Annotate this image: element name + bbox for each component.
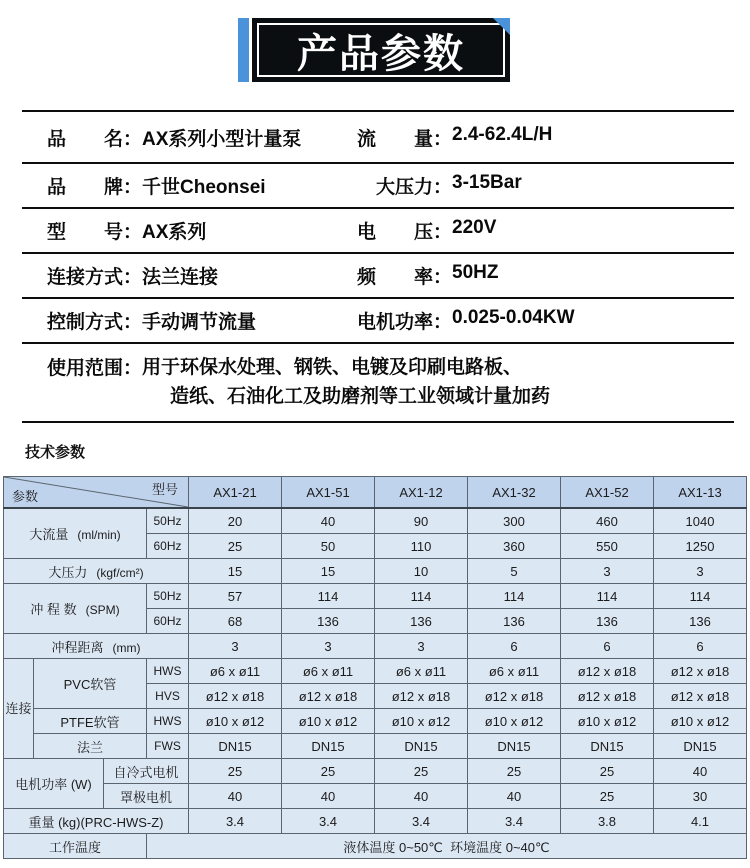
value-cell: ø6 x ø11: [189, 659, 282, 684]
value-cell: 40: [282, 508, 375, 534]
info-cell: [22, 353, 142, 380]
info-cell: [357, 307, 734, 334]
row-label-pressure: [4, 559, 189, 584]
weight-row: [4, 809, 747, 834]
connection-type-label: 法兰: [34, 734, 147, 759]
field-label: 品 名：: [47, 128, 143, 150]
info-row-brand-pressure: [22, 162, 734, 207]
value-cell: 40: [189, 784, 282, 809]
value-cell: 114: [654, 584, 747, 609]
usage-line: 造纸、石油化工及助磨剂等工业领域计量加药: [170, 386, 551, 407]
connection-group-label: 连接: [4, 659, 34, 759]
tech-params-table: [3, 476, 747, 859]
value-cell: ø6 x ø11: [468, 659, 561, 684]
value-cell: DN15: [282, 734, 375, 759]
value-cell: 3: [654, 559, 747, 584]
value-cell: 25: [561, 759, 654, 784]
info-row-connect-frequency: [22, 252, 734, 297]
row-label-motor-power: 电机功率 (W): [4, 759, 104, 809]
value-cell: ø10 x ø12: [375, 709, 468, 734]
value-cell: 6: [561, 634, 654, 659]
info-row-control-motorpower: [22, 297, 734, 342]
stroke-distance-row: [4, 634, 747, 659]
stroke-50hz-row: [4, 584, 747, 609]
value-cell: DN15: [561, 734, 654, 759]
value-cell: 4.1: [654, 809, 747, 834]
connection-type-label: PTFE软管: [34, 709, 147, 734]
corner-label-param: 参数: [12, 489, 39, 504]
field-label: 连接方式：: [47, 267, 143, 288]
value-cell: 3: [375, 634, 468, 659]
value-cell: 550: [561, 534, 654, 559]
value-cell: 136: [654, 609, 747, 634]
value-cell: ø10 x ø12: [654, 709, 747, 734]
code-label: HWS: [147, 659, 189, 684]
value-cell: ø12 x ø18: [468, 684, 561, 709]
info-cell: [22, 307, 357, 334]
model-column-header: AX1-21: [189, 477, 282, 509]
hz-label: 60Hz: [147, 534, 189, 559]
field-value: 千世Cheonsei: [142, 177, 266, 198]
value-cell: 3.4: [282, 809, 375, 834]
model-column-header: AX1-13: [654, 477, 747, 509]
field-label: 流 量：: [357, 128, 453, 150]
field-value: AX系列小型计量泵: [142, 128, 302, 150]
usage-line: 用于环保水处理、钢铁、电镀及印刷电路板、: [142, 357, 523, 378]
row-label: 冲 程 数: [30, 602, 77, 617]
value-cell: 25: [189, 759, 282, 784]
value-cell: 25: [561, 784, 654, 809]
field-label: 控制方式：: [47, 312, 143, 333]
hz-label: 60Hz: [147, 609, 189, 634]
info-cell: [357, 262, 734, 289]
corner-label-model: 型号: [151, 482, 178, 497]
row-unit: (ml/min): [77, 528, 121, 542]
page-title: 产品参数: [297, 31, 465, 76]
field-value: 50HZ: [452, 262, 499, 283]
value-cell: 136: [468, 609, 561, 634]
value-cell: ø12 x ø18: [654, 684, 747, 709]
info-row-usage: [22, 342, 734, 421]
field-value: 手动调节流量: [142, 312, 257, 333]
value-cell: 1250: [654, 534, 747, 559]
connection-pvc-hws-row: [4, 659, 747, 684]
info-cell: [357, 124, 734, 151]
value-cell: 3.4: [375, 809, 468, 834]
value-cell: 40: [654, 759, 747, 784]
value-cell: 25: [375, 759, 468, 784]
info-cell: [357, 172, 734, 199]
value-cell: 5: [468, 559, 561, 584]
info-cell: [22, 172, 357, 199]
table-header-row: [4, 477, 747, 509]
model-column-header: AX1-32: [468, 477, 561, 509]
value-cell: 110: [375, 534, 468, 559]
temperature-value: 液体温度 0~50℃ 环境温度 0~40℃: [147, 834, 747, 859]
info-cell: [357, 217, 734, 244]
title-frame: [257, 23, 505, 77]
tech-params-heading: 技术参数: [25, 444, 86, 461]
value-cell: 114: [561, 584, 654, 609]
value-cell: DN15: [468, 734, 561, 759]
value-cell: 50: [282, 534, 375, 559]
title-banner: [238, 18, 510, 82]
value-cell: 114: [375, 584, 468, 609]
value-cell: 136: [375, 609, 468, 634]
field-label: 大压力：: [357, 177, 453, 198]
row-label-weight: 重量 (kg)(PRC-HWS-Z): [4, 809, 189, 834]
row-label-flow: [4, 508, 147, 559]
value-cell: 6: [468, 634, 561, 659]
value-cell: 15: [189, 559, 282, 584]
flow-50hz-row: [4, 508, 747, 534]
hz-label: 50Hz: [147, 508, 189, 534]
header-corner-cell: [4, 477, 189, 509]
field-value: AX系列: [142, 222, 207, 243]
value-cell: 68: [189, 609, 282, 634]
value-cell: 6: [654, 634, 747, 659]
model-column-header: AX1-12: [375, 477, 468, 509]
value-cell: 300: [468, 508, 561, 534]
product-info-table: [22, 110, 734, 423]
value-cell: 114: [468, 584, 561, 609]
value-cell: 40: [282, 784, 375, 809]
value-cell: DN15: [375, 734, 468, 759]
motor-type-label: 自冷式电机: [104, 759, 189, 784]
motor-type-label: 罩极电机: [104, 784, 189, 809]
value-cell: 3: [561, 559, 654, 584]
value-cell: 136: [561, 609, 654, 634]
code-label: FWS: [147, 734, 189, 759]
model-column-header: AX1-51: [282, 477, 375, 509]
value-cell: ø12 x ø18: [561, 684, 654, 709]
field-label: 品 牌：: [47, 177, 143, 198]
field-value: 2.4-62.4L/H: [452, 123, 553, 145]
code-label: HVS: [147, 684, 189, 709]
value-cell: 114: [282, 584, 375, 609]
connection-ptfe-hws-row: [4, 709, 747, 734]
value-cell: ø10 x ø12: [468, 709, 561, 734]
title-box: [252, 18, 510, 82]
connection-type-label: PVC软管: [34, 659, 147, 709]
value-cell: ø6 x ø11: [282, 659, 375, 684]
code-label: HWS: [147, 709, 189, 734]
field-value: 220V: [452, 217, 497, 238]
value-cell: 136: [282, 609, 375, 634]
field-label: 电 压：: [357, 222, 453, 243]
value-cell: 25: [468, 759, 561, 784]
field-value: 0.025-0.04KW: [452, 307, 575, 328]
connection-flange-fws-row: [4, 734, 747, 759]
value-cell: ø12 x ø18: [561, 659, 654, 684]
row-label-stroke-distance: [4, 634, 189, 659]
row-unit: (mm): [112, 640, 141, 655]
info-cell: [22, 124, 357, 151]
value-cell: 25: [282, 759, 375, 784]
model-column-header: AX1-52: [561, 477, 654, 509]
value-cell: 40: [375, 784, 468, 809]
usage-text: [142, 353, 550, 411]
value-cell: 15: [282, 559, 375, 584]
value-cell: ø6 x ø11: [375, 659, 468, 684]
value-cell: ø12 x ø18: [654, 659, 747, 684]
value-cell: 460: [561, 508, 654, 534]
value-cell: 25: [189, 534, 282, 559]
value-cell: DN15: [189, 734, 282, 759]
field-label: 频 率：: [357, 267, 453, 288]
value-cell: ø10 x ø12: [561, 709, 654, 734]
value-cell: 3.4: [189, 809, 282, 834]
working-temperature-row: [4, 834, 747, 859]
row-label: 冲程距离: [51, 639, 104, 655]
field-value: 法兰连接: [142, 267, 219, 288]
info-row-model-voltage: [22, 207, 734, 252]
corner-fold-icon: [493, 18, 510, 35]
motor-shadedpole-row: [4, 784, 747, 809]
value-cell: 10: [375, 559, 468, 584]
value-cell: DN15: [654, 734, 747, 759]
row-label: 大压力: [48, 564, 88, 580]
info-cell: [22, 217, 357, 244]
value-cell: 3.8: [561, 809, 654, 834]
field-label: 使用范围：: [47, 358, 143, 379]
row-label-temperature: 工作温度: [4, 834, 147, 859]
value-cell: 1040: [654, 508, 747, 534]
value-cell: ø12 x ø18: [375, 684, 468, 709]
value-cell: 20: [189, 508, 282, 534]
hz-label: 50Hz: [147, 584, 189, 609]
row-label-stroke: [4, 584, 147, 634]
value-cell: ø10 x ø12: [189, 709, 282, 734]
value-cell: 3: [282, 634, 375, 659]
row-unit: (SPM): [85, 603, 120, 617]
value-cell: ø10 x ø12: [282, 709, 375, 734]
row-unit: (kgf/cm²): [96, 565, 144, 580]
field-label: 型 号：: [47, 222, 143, 243]
title-accent-stripe: [238, 18, 249, 82]
field-label: 电机功率：: [357, 312, 453, 333]
pressure-row: [4, 559, 747, 584]
value-cell: 3: [189, 634, 282, 659]
value-cell: ø12 x ø18: [282, 684, 375, 709]
field-value: 3-15Bar: [452, 172, 522, 193]
value-cell: 30: [654, 784, 747, 809]
value-cell: 57: [189, 584, 282, 609]
value-cell: 90: [375, 508, 468, 534]
row-label: 大流量: [29, 527, 69, 542]
info-row-name-flow: [22, 110, 734, 162]
motor-selfcooled-row: [4, 759, 747, 784]
value-cell: 40: [468, 784, 561, 809]
value-cell: 3.4: [468, 809, 561, 834]
info-cell: [22, 262, 357, 289]
value-cell: 360: [468, 534, 561, 559]
value-cell: ø12 x ø18: [189, 684, 282, 709]
